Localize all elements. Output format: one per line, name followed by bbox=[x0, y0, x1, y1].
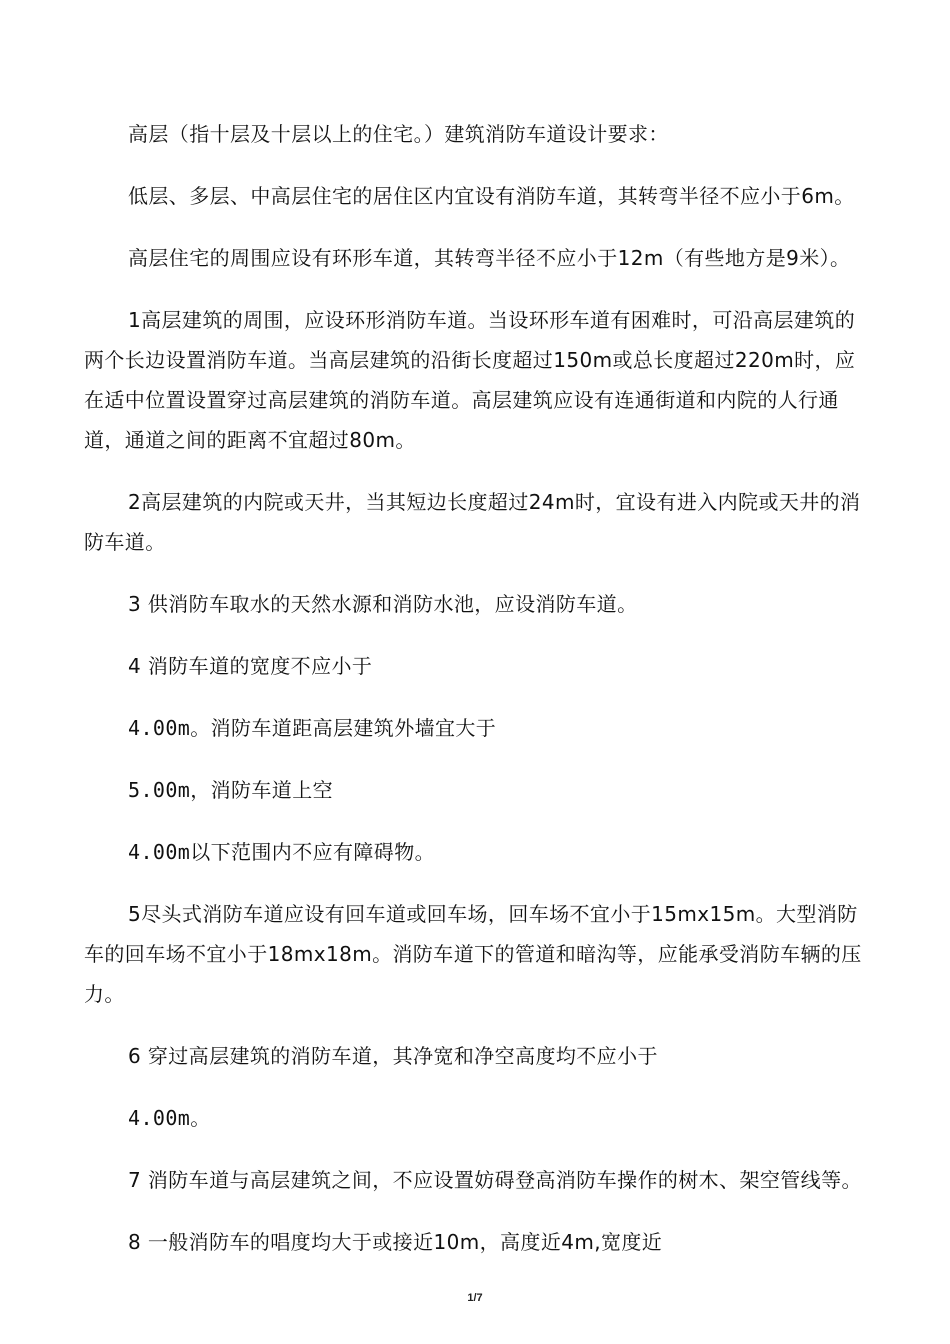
paragraph: 4 消防车道的宽度不应小于 bbox=[128, 654, 373, 678]
paragraph: 高层住宅的周围应设有环形车道，其转弯半径不应小于12m（有些地方是9米）。 bbox=[128, 246, 851, 270]
paragraph: 5尽头式消防车道应设有回车道或回车场，回车场不宜小于15mx15m。大型消防车的回车场不宜小于18mx18m。消防车道下的管道和暗沟等，应能承受消防车辆的压力。 bbox=[84, 902, 862, 1006]
paragraph: 2高层建筑的内院或天井，当其短边长度超过24m时，宜设有进入内院或天井的消防车道。 bbox=[84, 490, 861, 554]
paragraph: 高层（指十层及十层以上的住宅。）建筑消防车道设计要求： bbox=[128, 122, 669, 146]
paragraph: 4.00m。消防车道距高层建筑外墙宜大于 bbox=[128, 716, 497, 740]
paragraph: 低层、多层、中高层住宅的居住区内宜设有消防车道，其转弯半径不应小于6m。 bbox=[128, 184, 855, 208]
paragraph: 7 消防车道与高层建筑之间，不应设置妨碍登高消防车操作的树木、架空管线等。 bbox=[128, 1168, 862, 1192]
paragraph: 3 供消防车取水的天然水源和消防水池，应设消防车道。 bbox=[128, 592, 638, 616]
paragraph: 1高层建筑的周围，应设环形消防车道。当设环形车道有困难时，可沿高层建筑的两个长边设置消防车道。当高层建筑的沿街长度超过150m或总长度超过220m时，应在适中位置设置穿过高层建筑的消防车道。高层建筑应设有连通街道和内院的人行通道，通道之间的距离不宜超过80m。 bbox=[84, 308, 856, 452]
paragraph: 8 一般消防车的唱度均大于或接近10m，高度近4m,宽度近 bbox=[128, 1230, 663, 1254]
paragraph: 4.00m以下范围内不应有障碍物。 bbox=[128, 840, 436, 864]
paragraph: 4.00m。 bbox=[128, 1106, 211, 1130]
paragraph: 6 穿过高层建筑的消防车道，其净宽和净空高度均不应小于 bbox=[128, 1044, 658, 1068]
document-body bbox=[84, 114, 866, 1262]
page-number: 1/7 bbox=[467, 1292, 483, 1304]
paragraph: 5.00m，消防车道上空 bbox=[128, 778, 334, 802]
